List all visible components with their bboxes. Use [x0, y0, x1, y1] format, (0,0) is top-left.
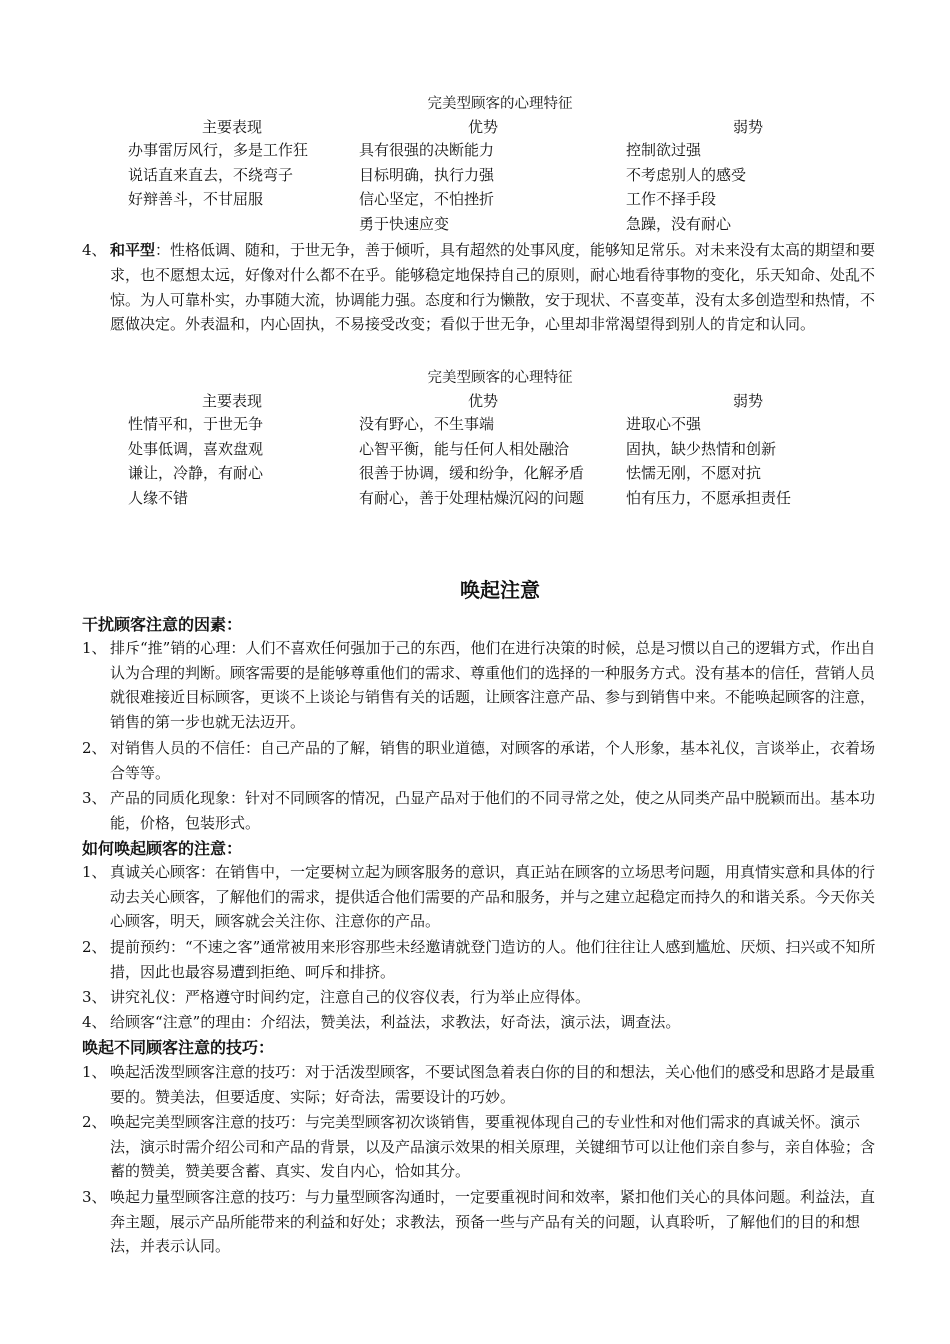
list-number: 4、	[82, 241, 107, 259]
list-number: 3、	[82, 1188, 107, 1206]
list-item-text: 讲究礼仪：严格遵守时间约定，注意自己的仪容仪表，行为举止应得体。	[110, 988, 591, 1006]
list-item-text: 排斥“推”销的心理：人们不喜欢任何强加于己的东西，他们在进行决策的时候，总是习惯以自己的逻辑方式，作出自认为合理的判断。顾客需要的是能够尊重他们的需求、尊重他们的选择的一种服务方式。没有基本的信任，营销人员就很难接近目标顾客，更谈不上谈论与销售有关的话题，让顾客注意产品、参与到销售中来。不能唤起顾客的注意，销售的第一步也就无法迈开。	[110, 639, 876, 731]
list-item	[82, 636, 882, 734]
list-item-text: 给顾客“注意”的理由：介绍法，赞美法，利益法，求教法，好奇法，演示法，调查法。	[110, 1013, 681, 1031]
list-item-text: 对销售人员的不信任：自己产品的了解，销售的职业道德，对顾客的承诺，个人形象，基本礼仪，言谈举止，衣着场合等等。	[110, 739, 876, 782]
table1-caption: 完美型顾客的心理特征	[427, 96, 573, 112]
list-item-text: 唤起活泼型顾客注意的技巧：对于活泼型顾客，不要试图急着表白你的目的和想法，关心他们的感受和思路才是最重要的。赞美法，但要适度、实际；好奇法，需要设计的巧妙。	[110, 1063, 876, 1106]
table2-cell: 性情平和，于世无争	[128, 415, 264, 433]
table1-cell: 办事雷厉风行，多是工作狂	[128, 141, 309, 159]
list-item-text: 真诚关心顾客：在销售中，一定要树立起为顾客服务的意识，真正站在顾客的立场思考问题，用真情实意和具体的行动去关心顾客，了解他们的需求，提供适合他们需要的产品和服务，并与之建立起稳定而持久的和谐关系。今天你关心顾客，明天，顾客就会关注你、注意你的产品。	[110, 863, 876, 931]
table2-cell: 固执，缺少热情和创新	[626, 439, 777, 458]
list-item	[82, 786, 882, 835]
list-item-text: 唤起完美型顾客注意的技巧：与完美型顾客初次谈销售，要重视体现自己的专业性和对他们需求的真诚关怀。演示法，演示时需介绍公司和产品的背景，以及产品演示效果的相关原理，关键细节可以让他们亲自参与，亲自体验；含蓄的赞美，赞美要含蓄、真实、发自内心，恰如其分。	[110, 1113, 876, 1181]
list-item	[82, 1010, 882, 1035]
table2-header-weakness: 弱势	[733, 392, 764, 410]
table2-col-weakness	[626, 412, 791, 510]
list-item	[82, 736, 882, 785]
list-item-text: 唤起力量型顾客注意的技巧：与力量型顾客沟通时，一定要重视时间和效率，紧扣他们关心的具体问题。利益法，直奔主题，展示产品所能带来的利益和好处；求教法，预备一些与产品有关的问题，认真聆听，了解他们的目的和想法，并表示认同。	[110, 1188, 876, 1256]
table2-cell: 谦让，冷静，有耐心	[128, 464, 264, 483]
list-item-text: 产品的同质化现象：针对不同顾客的情况，凸显产品对于他们的不同寻常之处，使之从同类产品中脱颖而出。基本功能，价格，包装形式。	[110, 789, 876, 832]
list-number: 1、	[82, 639, 107, 657]
table2-col-advantage	[359, 412, 611, 510]
table1-cell: 急躁，没有耐心	[626, 214, 732, 233]
peace-type-label: 和平型	[110, 241, 156, 259]
table2-cell: 处事低调，喜欢盘观	[128, 439, 264, 458]
table1-col-weakness	[626, 138, 746, 236]
list-item	[82, 985, 882, 1010]
table2-cell: 有耐心，善于处理枯燥沉闷的问题	[359, 488, 585, 507]
table1-header-weakness: 弱势	[733, 118, 764, 136]
table1-header-advantage: 优势	[468, 118, 499, 136]
table1-cell: 目标明确，执行力强	[359, 165, 495, 184]
list-item	[82, 935, 882, 984]
list-item	[82, 860, 882, 934]
list-number: 2、	[82, 1113, 107, 1131]
list-item	[82, 1110, 882, 1184]
list-number: 4、	[82, 1013, 107, 1031]
table2-header-advantage: 优势	[468, 392, 499, 410]
table2-caption: 完美型顾客的心理特征	[427, 370, 573, 386]
list-number: 2、	[82, 739, 107, 757]
table2-cell: 心智平衡，能与任何人相处融洽	[359, 439, 570, 458]
list-number: 3、	[82, 988, 107, 1006]
list-number: 1、	[82, 1063, 107, 1081]
table1-cell: 勇于快速应变	[359, 214, 450, 233]
table1-col-advantage	[359, 138, 494, 236]
list-item	[82, 1185, 882, 1259]
table2-cell: 怯懦无刚，不愿对抗	[626, 464, 762, 483]
table2-cell: 进取心不强	[626, 415, 702, 433]
table1-cell: 控制欲过强	[626, 141, 702, 159]
table1-col-main	[128, 138, 308, 212]
table1-cell: 工作不择手段	[626, 190, 717, 209]
peace-type-text: ：性格低调、随和，于世无争，善于倾听，具有超然的处事风度，能够知足常乐。对未来没有太高的期望和要求，也不愿想太远，好像对什么都不在乎。能够稳定地保持自己的原则，耐心地看待事物的变化，乐天知命、处乱不惊。为人可靠朴实，办事随大流，协调能力强。态度和行为懒散，安于现状、不喜变革，没有太多创造型和热情，不愿做决定。外表温和，内心固执，不易接受改变；看似于世无争，心里却非常渴望得到别人的肯定和认同。	[110, 241, 876, 334]
table2-cell: 没有野心，不生事端	[359, 415, 495, 433]
table2-col-main	[128, 412, 263, 510]
table2-cell: 人缘不错	[128, 488, 189, 507]
table1-cell: 具有很强的决断能力	[359, 141, 495, 159]
peace-type-paragraph	[82, 238, 882, 337]
table1-cell: 不考虑别人的感受	[626, 165, 747, 184]
subheading-how-to-attract: 如何唤起顾客的注意：	[82, 839, 243, 858]
list-item	[82, 1060, 882, 1109]
subheading-techniques: 唤起不同顾客注意的技巧：	[82, 1038, 275, 1057]
list-number: 3、	[82, 789, 107, 807]
section-title: 唤起注意	[460, 578, 540, 602]
table1-header-main: 主要表现	[202, 118, 263, 136]
table2-header-main: 主要表现	[202, 392, 263, 410]
table2-cell: 很善于协调，缓和纷争，化解矛盾	[359, 464, 585, 483]
list-item-text: 提前预约：“不速之客”通常被用来形容那些未经邀请就登门造访的人。他们往往让人感到尴尬、厌烦、扫兴或不知所措，因此也最容易遭到拒绝、呵斥和排挤。	[110, 938, 876, 981]
list-number: 2、	[82, 938, 107, 956]
table1-cell: 信心坚定，不怕挫折	[359, 190, 495, 209]
table1-cell: 说话直来直去，不绕弯子	[128, 165, 294, 184]
table1-cell: 好辩善斗，不甘屈服	[128, 190, 264, 209]
subheading-distractions: 干扰顾客注意的因素：	[82, 615, 243, 634]
list-number: 1、	[82, 863, 107, 881]
table2-cell: 怕有压力，不愿承担责任	[626, 488, 792, 507]
